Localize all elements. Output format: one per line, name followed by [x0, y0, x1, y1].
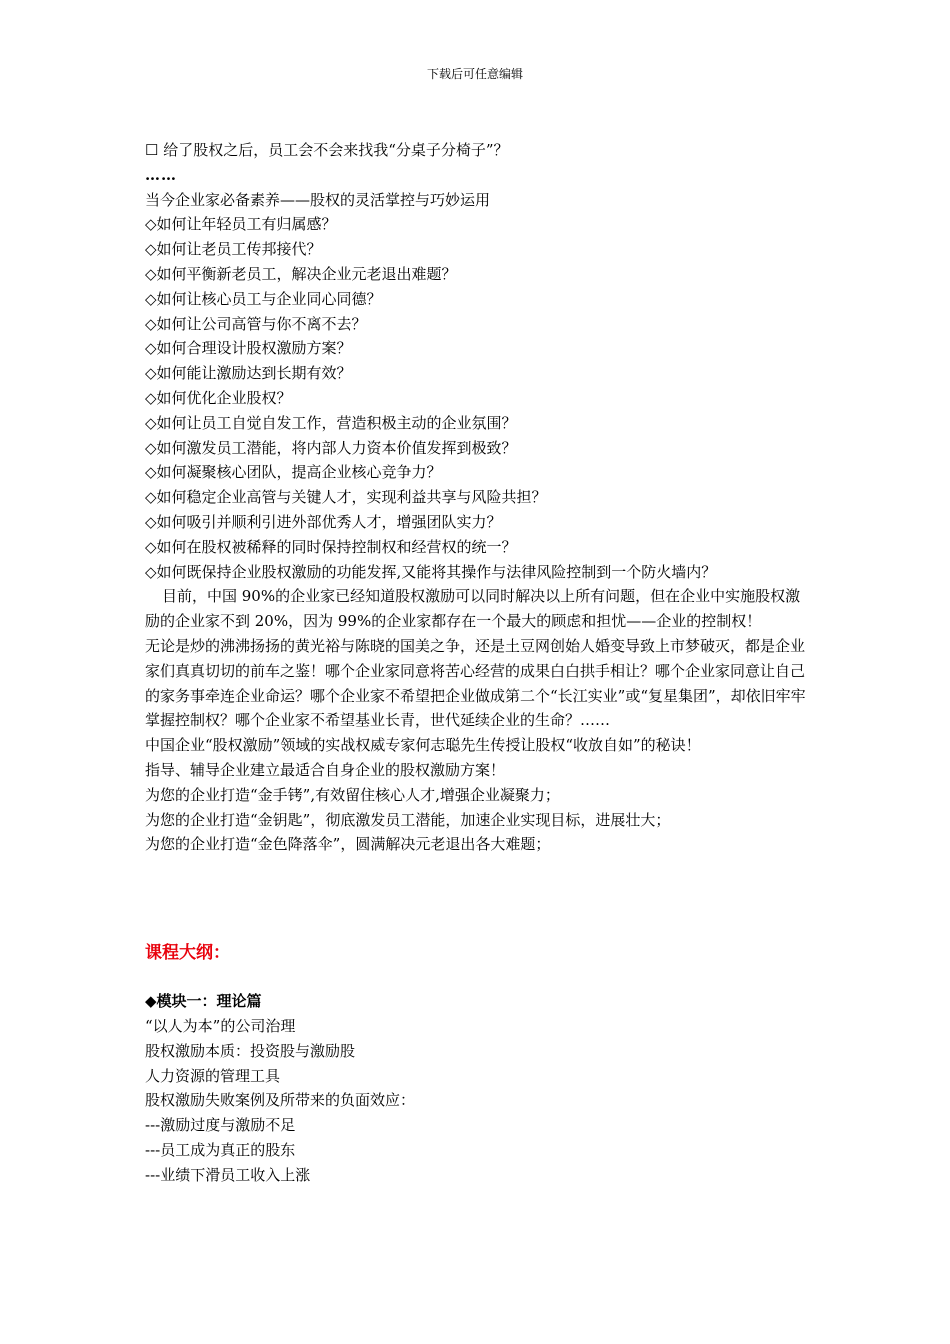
module-item: 人力资源的管理工具 — [145, 1066, 281, 1085]
closing-line: 中国企业“股权激励”领域的实战权威专家何志聪先生传授让股权“收放自如”的秘诀！ — [145, 736, 701, 755]
paragraph-cases: 无论是炒的沸沸扬扬的黄光裕与陈晓的国美之争，还是土豆网创始人婚变导致上市梦破灭，都是企业家们真真切切的前车之鉴！哪个企业家同意将苦心经营的成果白白拱手相让？哪个企业家同意让自己的家务事牵连企业命运？哪个企业家不希望把企业做成第二个“长江实业”或“复星集团”，却依旧牢牢掌握控制权？哪个企业家不希望基业长青，世代延续企业的生命？…… — [145, 636, 806, 730]
course-outline-title: 课程大纲： — [145, 943, 230, 964]
question-item: ◇如何合理设计股权激励方案？ — [145, 339, 352, 358]
question-item: ◇如何优化企业股权？ — [145, 388, 292, 407]
question-item: ◇如何吸引并顺利引进外部优秀人才，增强团队实力？ — [145, 512, 502, 531]
paragraph-control-concern: 目前，中国 90%的企业家已经知道股权激励可以同时解决以上所有问题，但在企业中实施股权激励的企业家不到 20%，因为 99%的企业家都存在一个最大的顾虑和担忧——企业的控制权！ — [145, 587, 801, 631]
question-item: ◇如何稳定企业高管与关键人才，实现利益共享与风险共担？ — [145, 488, 547, 507]
module-item: 股权激励本质：投资股与激励股 — [145, 1041, 356, 1060]
question-item: ◇如何让年轻员工有归属感？ — [145, 215, 337, 234]
question-item: ◇如何凝聚核心团队，提高企业核心竞争力？ — [145, 463, 442, 482]
module-item: ---员工成为真正的股东 — [145, 1140, 296, 1159]
question-item: ◇如何让核心员工与企业同心同德？ — [145, 289, 382, 308]
question-list — [145, 212, 815, 584]
section-spacer — [145, 967, 815, 989]
headline-line: 当今企业家必备素养——股权的灵活掌控与巧妙运用 — [145, 190, 491, 209]
closing-line: 为您的企业打造“金钥匙”，彻底激发员工潜能，加速企业实现目标，进展壮大； — [145, 810, 671, 829]
ellipsis-line: …… — [145, 165, 177, 184]
question-item: ◇如何让公司高管与你不离不去？ — [145, 314, 367, 333]
question-item: ◇如何既保持企业股权激励的功能发挥,又能将其操作与法律风险控制到一个防火墙内？ — [145, 562, 717, 581]
closing-line: 为您的企业打造“金手铐”,有效留住核心人才,增强企业凝聚力； — [145, 785, 560, 804]
page-header: 下载后可任意编辑 — [426, 67, 523, 81]
module-item: 股权激励失败案例及所带来的负面效应： — [145, 1091, 416, 1110]
closing-line: 为您的企业打造“金色降落伞”，圆满解决元老退出各大难题； — [145, 835, 551, 854]
closing-lines — [145, 733, 815, 857]
checkbox-question-line: ☐ 给了股权之后，员工会不会来找我“分桌子分椅子”？ — [145, 141, 509, 159]
module-one-items — [145, 1014, 815, 1188]
question-item: ◇如何能让激励达到长期有效？ — [145, 364, 352, 383]
section-spacer — [145, 857, 815, 929]
question-item: ◇如何让员工自觉自发工作，营造积极主动的企业氛围？ — [145, 413, 517, 432]
question-item: ◇如何激发员工潜能，将内部人力资本价值发挥到极致？ — [145, 438, 517, 457]
closing-line: 指导、辅导企业建立最适合自身企业的股权激励方案！ — [145, 760, 506, 779]
question-item: ◇如何平衡新老员工，解决企业元老退出难题？ — [145, 264, 457, 283]
question-item: ◇如何让老员工传邦接代？ — [145, 240, 322, 259]
document-body — [145, 138, 815, 1187]
module-item: “以人为本”的公司治理 — [145, 1016, 296, 1035]
question-item: ◇如何在股权被稀释的同时保持控制权和经营权的统一？ — [145, 537, 517, 556]
module-item: ---业绩下滑员工收入上涨 — [145, 1165, 311, 1184]
module-one-title: ◆模块一：理论篇 — [145, 992, 262, 1011]
module-item: ---激励过度与激励不足 — [145, 1116, 296, 1135]
